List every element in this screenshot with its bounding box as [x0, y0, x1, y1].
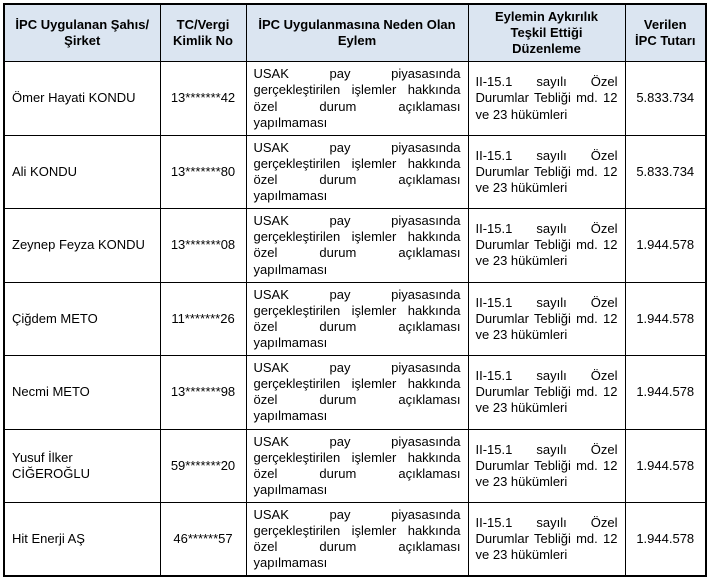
table-row [4, 502, 706, 576]
cell-amount: 1.944.578 [625, 209, 706, 282]
table-row [4, 135, 706, 208]
cell-amount: 1.944.578 [625, 356, 706, 429]
cell-tax-id: 13*******98 [160, 356, 246, 429]
cell-person-name: Yusuf İlker CİĞEROĞLU [4, 429, 160, 502]
cell-amount: 1.944.578 [625, 429, 706, 502]
cell-tax-id: 11*******26 [160, 282, 246, 355]
column-header-amount: Verilen İPC Tutarı [625, 4, 706, 62]
cell-regulation: II-15.1 sayılı Özel Durumlar Tebliği md. 12 ve 23 hükümleri [468, 209, 625, 282]
cell-person-name: Zeynep Feyza KONDU [4, 209, 160, 282]
cell-tax-id: 59*******20 [160, 429, 246, 502]
cell-action: USAK pay piyasasında gerçekleştirilen işlemler hakkında özel durum açıklaması yapılmaması [246, 356, 468, 429]
cell-tax-id: 13*******80 [160, 135, 246, 208]
table-header-row [4, 4, 706, 62]
table-row [4, 282, 706, 355]
cell-tax-id: 13*******42 [160, 62, 246, 135]
table-row [4, 62, 706, 135]
cell-amount: 5.833.734 [625, 62, 706, 135]
column-header-person: İPC Uygulanan Şahıs/Şirket [4, 4, 160, 62]
column-header-action: İPC Uygulanmasına Neden Olan Eylem [246, 4, 468, 62]
cell-regulation: II-15.1 sayılı Özel Durumlar Tebliği md. 12 ve 23 hükümleri [468, 135, 625, 208]
cell-tax-id: 13*******08 [160, 209, 246, 282]
table-row [4, 429, 706, 502]
cell-amount: 1.944.578 [625, 502, 706, 576]
cell-action: USAK pay piyasasında gerçekleştirilen işlemler hakkında özel durum açıklaması yapılmaması [246, 135, 468, 208]
table-row [4, 209, 706, 282]
cell-regulation: II-15.1 sayılı Özel Durumlar Tebliği md. 12 ve 23 hükümleri [468, 282, 625, 355]
cell-action: USAK pay piyasasında gerçekleştirilen işlemler hakkında özel durum açıklaması yapılmaması [246, 209, 468, 282]
cell-regulation: II-15.1 sayılı Özel Durumlar Tebliği md. 12 ve 23 hükümleri [468, 429, 625, 502]
ipc-sanctions-table [3, 3, 707, 577]
cell-person-name: Necmi METO [4, 356, 160, 429]
table-row [4, 356, 706, 429]
cell-person-name: Ömer Hayati KONDU [4, 62, 160, 135]
cell-person-name: Hit Enerji AŞ [4, 502, 160, 576]
cell-regulation: II-15.1 sayılı Özel Durumlar Tebliği md. 12 ve 23 hükümleri [468, 356, 625, 429]
cell-action: USAK pay piyasasında gerçekleştirilen işlemler hakkında özel durum açıklaması yapılmaması [246, 62, 468, 135]
cell-action: USAK pay piyasasında gerçekleştirilen işlemler hakkında özel durum açıklaması yapılmaması [246, 429, 468, 502]
cell-person-name: Çiğdem METO [4, 282, 160, 355]
cell-regulation: II-15.1 sayılı Özel Durumlar Tebliği md. 12 ve 23 hükümleri [468, 502, 625, 576]
cell-amount: 5.833.734 [625, 135, 706, 208]
cell-action: USAK pay piyasasında gerçekleştirilen işlemler hakkında özel durum açıklaması yapılmaması [246, 282, 468, 355]
cell-amount: 1.944.578 [625, 282, 706, 355]
cell-tax-id: 46******57 [160, 502, 246, 576]
cell-action: USAK pay piyasasında gerçekleştirilen işlemler hakkında özel durum açıklaması yapılmaması [246, 502, 468, 576]
cell-regulation: II-15.1 sayılı Özel Durumlar Tebliği md. 12 ve 23 hükümleri [468, 62, 625, 135]
column-header-tax-id: TC/Vergi Kimlik No [160, 4, 246, 62]
column-header-regulation: Eylemin Aykırılık Teşkil Ettiği Düzenleme [468, 4, 625, 62]
cell-person-name: Ali KONDU [4, 135, 160, 208]
